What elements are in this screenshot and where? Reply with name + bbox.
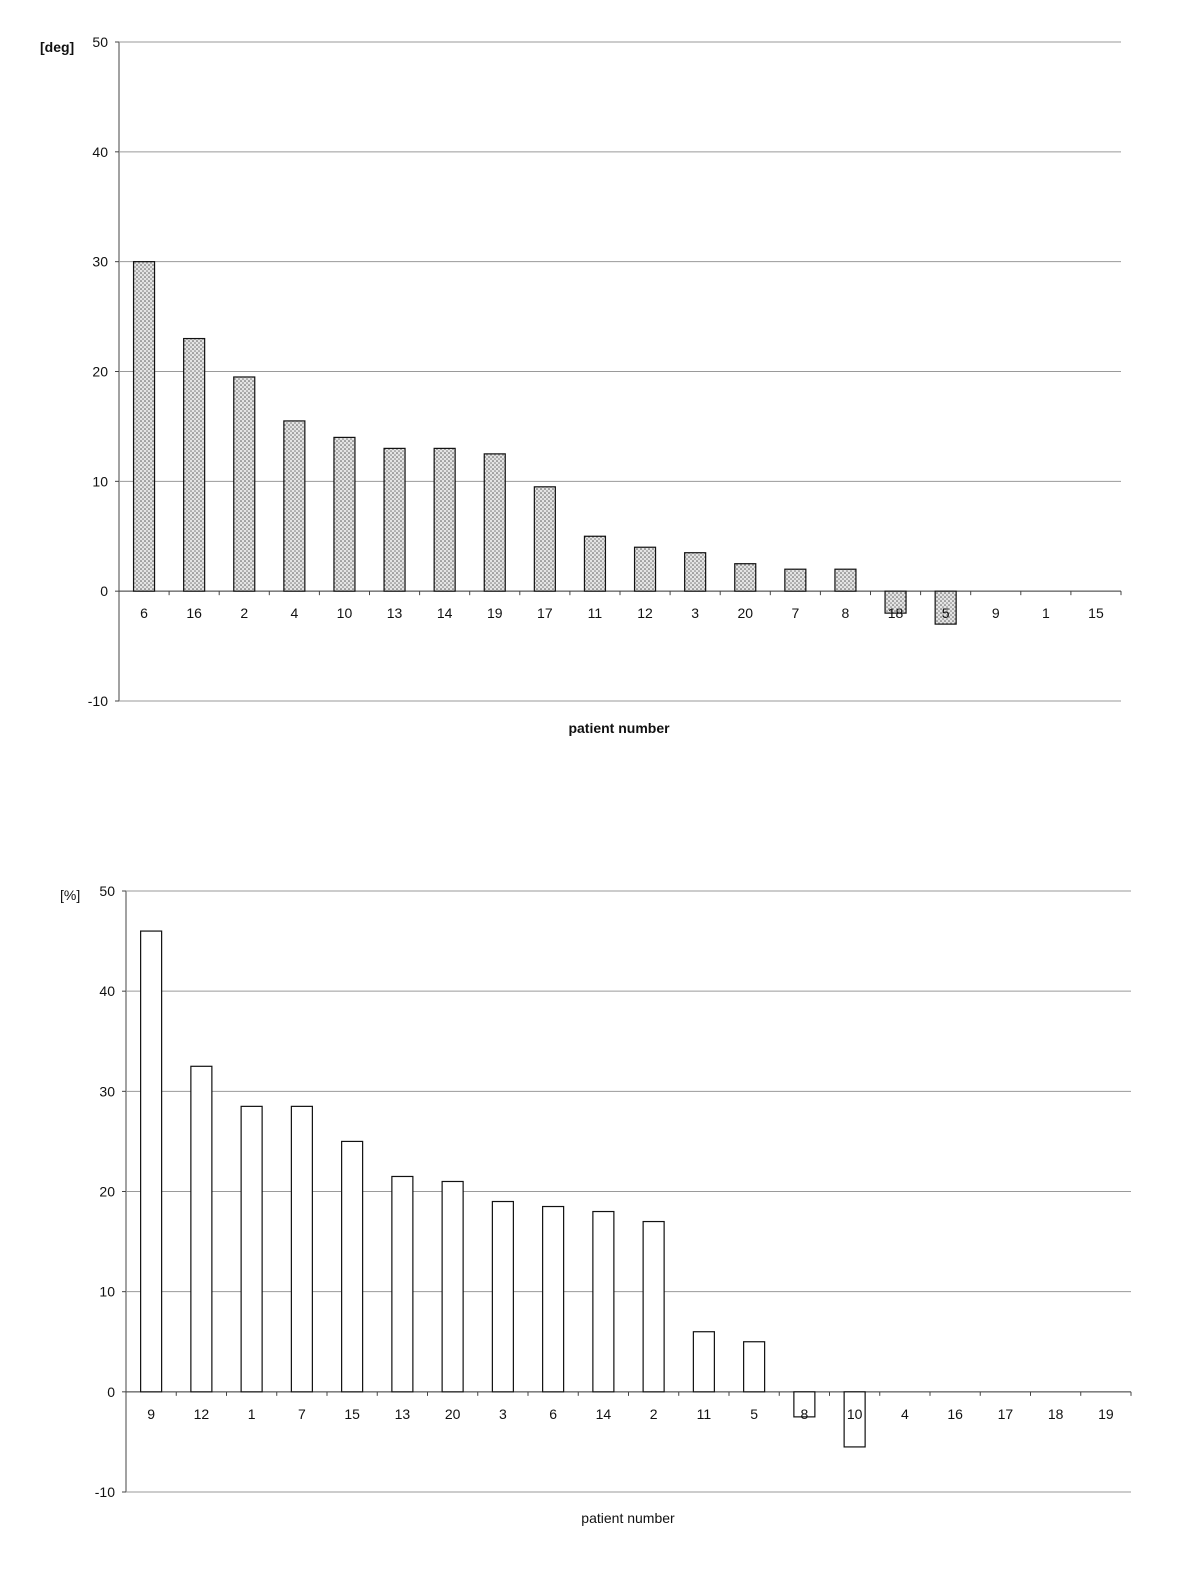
bar-patient-14	[593, 1212, 614, 1392]
bar-patient-3	[685, 553, 706, 591]
x-tick-label: 12	[637, 605, 653, 622]
chart2-y-ticks	[95, 883, 115, 1500]
bar-patient-20	[442, 1181, 463, 1391]
x-tick-label: 8	[800, 1405, 809, 1422]
bar-patient-14	[434, 448, 455, 591]
x-tick-label: 4	[900, 1405, 909, 1422]
chart1-x-axis-label: patient number	[568, 720, 670, 736]
x-tick-label: 6	[549, 1405, 558, 1422]
x-tick-label: 7	[297, 1405, 306, 1422]
y-tick-label: -10	[94, 1484, 115, 1500]
bar-patient-6	[134, 262, 155, 591]
bar-patient-13	[392, 1176, 413, 1391]
chart2-gridlines	[122, 891, 1131, 1492]
x-tick-label: 7	[791, 605, 800, 622]
chart2-y-axis-label: [%]	[60, 887, 81, 903]
bar-patient-1	[241, 1106, 262, 1391]
y-tick-label: 20	[99, 1183, 115, 1200]
chart2-bars	[141, 931, 866, 1447]
x-tick-label: 18	[1047, 1405, 1064, 1422]
y-tick-label: 0	[100, 583, 108, 600]
x-tick-label: 4	[290, 605, 299, 622]
chart1-bars	[134, 262, 957, 624]
x-tick-label: 14	[436, 605, 453, 622]
chart1-x-ticks	[140, 605, 1104, 621]
x-tick-label: 11	[587, 605, 603, 622]
bar-patient-12	[635, 547, 656, 591]
x-tick-label: 15	[344, 1405, 360, 1422]
bar-patient-9	[141, 931, 162, 1392]
x-tick-label: 5	[750, 1405, 759, 1422]
x-tick-label: 13	[386, 605, 403, 622]
chart2-x-axis-label: patient number	[581, 1510, 675, 1526]
bar-patient-7	[291, 1106, 312, 1391]
chart1-y-ticks	[88, 34, 108, 709]
x-tick-label: 8	[841, 605, 850, 622]
x-tick-label: 10	[846, 1405, 863, 1422]
bar-patient-7	[785, 569, 806, 591]
x-tick-label: 17	[537, 605, 553, 622]
y-tick-label: 20	[92, 363, 108, 380]
y-tick-label: 50	[99, 883, 115, 899]
y-tick-label: 40	[92, 143, 108, 160]
bar-patient-3	[492, 1202, 513, 1392]
chart1-y-axis-label: [deg]	[40, 39, 75, 55]
x-tick-label: 12	[193, 1405, 210, 1422]
x-tick-label: 2	[649, 1405, 658, 1422]
percent-chart	[60, 883, 1131, 1526]
x-tick-label: 3	[691, 605, 700, 622]
bar-patient-16	[184, 339, 205, 592]
chart1-gridlines	[115, 42, 1121, 701]
x-tick-label: 1	[1041, 605, 1050, 622]
x-tick-label: 3	[498, 1405, 507, 1422]
x-tick-label: 15	[1088, 605, 1104, 622]
bar-patient-15	[342, 1141, 363, 1391]
bar-patient-2	[643, 1222, 664, 1392]
x-tick-label: 1	[247, 1405, 256, 1422]
x-tick-label: 20	[444, 1405, 461, 1422]
bar-patient-13	[384, 448, 405, 591]
y-tick-label: -10	[87, 693, 108, 709]
chart2-x-ticks	[147, 1406, 1114, 1422]
x-tick-label: 16	[947, 1405, 963, 1422]
x-tick-label: 11	[696, 1405, 712, 1422]
bar-patient-5	[744, 1342, 765, 1392]
bar-patient-12	[191, 1066, 212, 1392]
y-tick-label: 30	[92, 253, 108, 270]
x-tick-label: 19	[486, 605, 503, 622]
y-tick-label: 0	[107, 1383, 115, 1400]
x-tick-label: 10	[336, 605, 353, 622]
bar-patient-6	[543, 1207, 564, 1392]
y-tick-label: 10	[99, 1283, 115, 1300]
x-tick-label: 19	[1098, 1405, 1114, 1422]
x-tick-label: 6	[140, 605, 148, 622]
bar-patient-8	[835, 569, 856, 591]
x-tick-label: 9	[991, 605, 1000, 622]
bar-patient-11	[584, 536, 605, 591]
x-tick-label: 5	[941, 605, 950, 622]
x-tick-label: 18	[887, 605, 904, 622]
x-tick-label: 20	[737, 605, 754, 622]
bar-patient-20	[735, 564, 756, 591]
y-tick-label: 50	[92, 34, 108, 50]
bar-patient-4	[284, 421, 305, 591]
x-tick-label: 13	[394, 1405, 411, 1422]
bar-patient-11	[693, 1332, 714, 1392]
y-tick-label: 10	[92, 473, 108, 490]
bar-patient-2	[234, 377, 255, 591]
x-tick-label: 16	[186, 605, 202, 622]
y-tick-label: 40	[99, 983, 115, 1000]
angle-chart	[40, 34, 1121, 736]
bar-patient-10	[334, 437, 355, 591]
bar-patient-17	[534, 487, 555, 591]
x-tick-label: 9	[147, 1405, 156, 1422]
x-tick-label: 2	[240, 605, 249, 622]
bar-patient-19	[484, 454, 505, 591]
x-tick-label: 17	[997, 1405, 1014, 1422]
y-tick-label: 30	[99, 1083, 115, 1100]
x-tick-label: 14	[595, 1405, 612, 1422]
